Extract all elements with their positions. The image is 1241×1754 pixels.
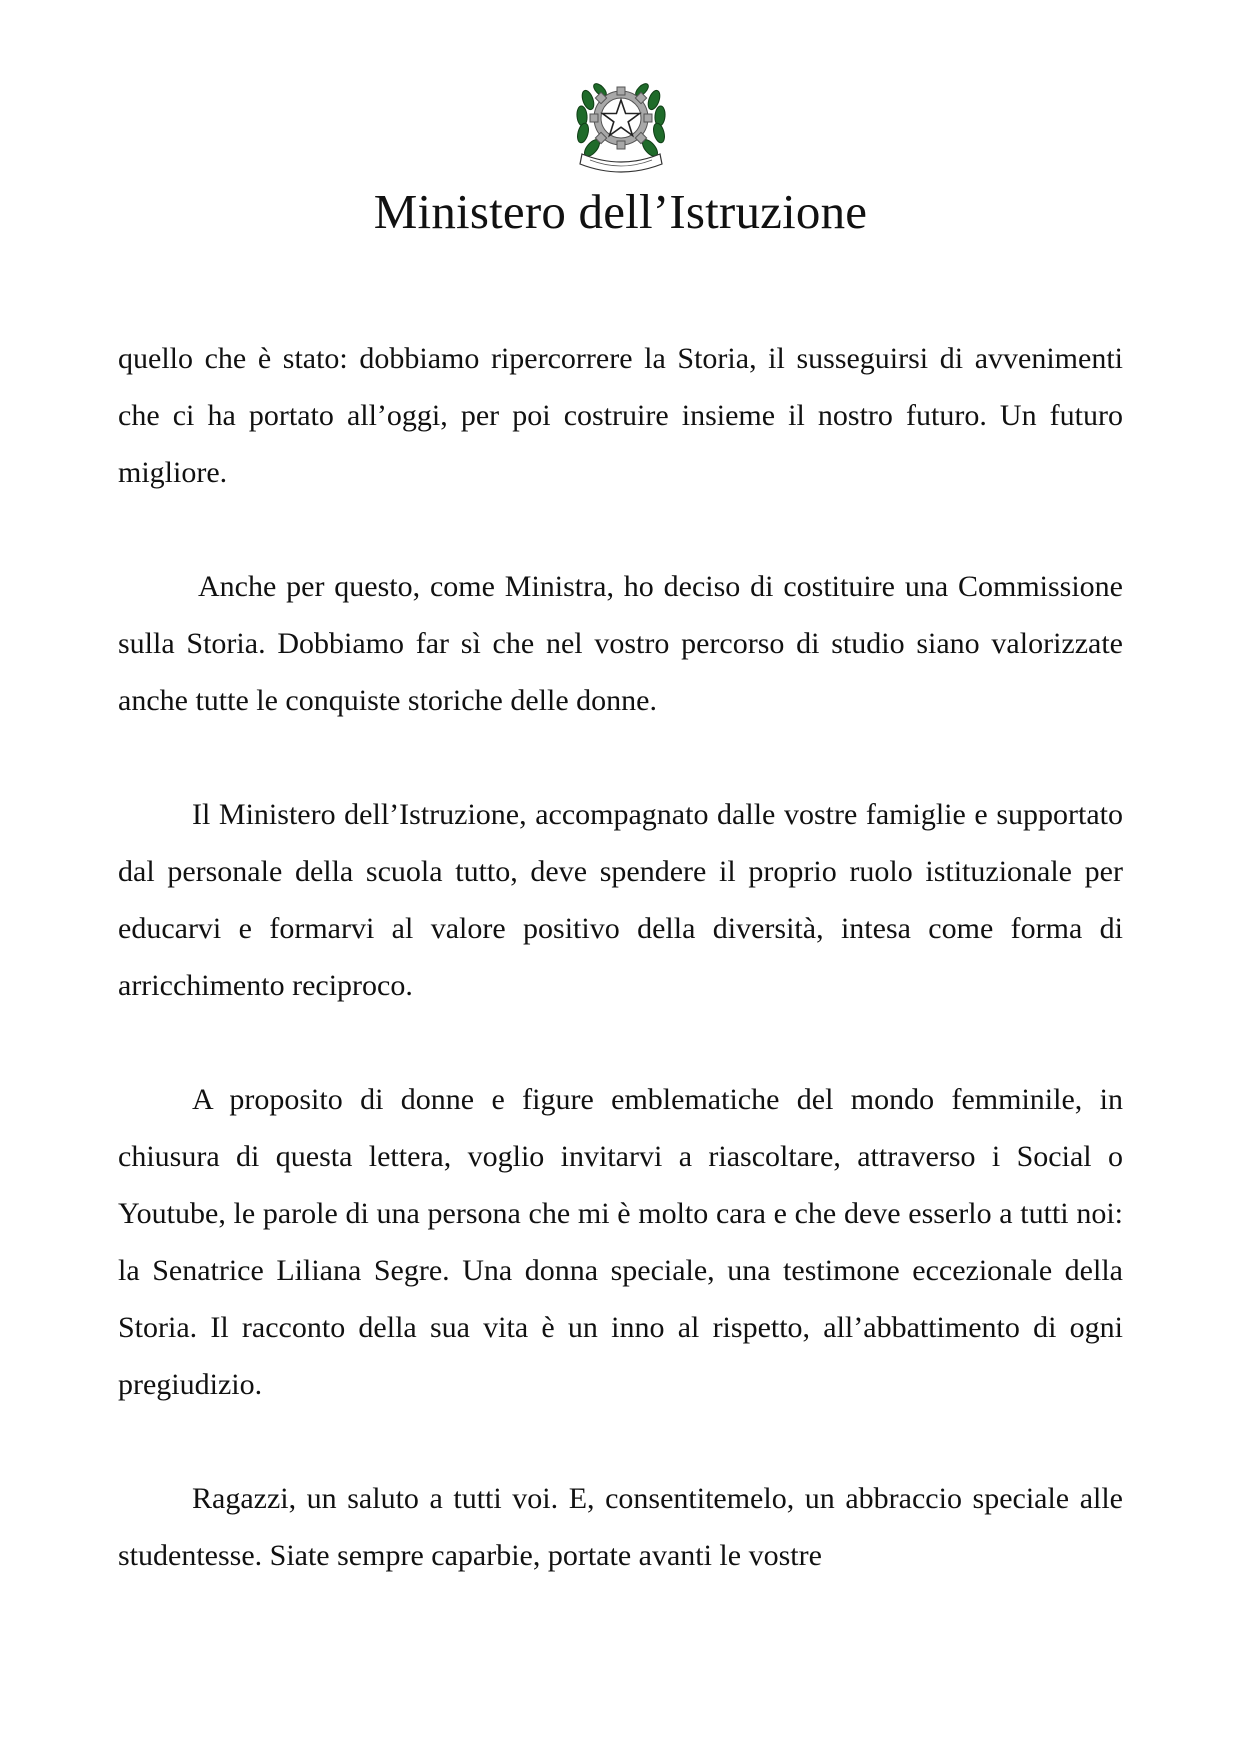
letterhead [0, 70, 1241, 242]
paragraph: A proposito di donne e figure emblematiche del mondo femminile, in chiusura di questa lettera, voglio invitarvi a riascoltare, attraverso i Social o Youtube, le parole di una persona che mi è molto cara e che deve esserlo a tutti noi: la Senatrice Liliana Segre. Una donna speciale, una testimone eccezionale della Storia. Il racconto della sua vita è un inno al rispetto, all’abbattimento di ogni pregiudizio. [118, 1083, 1123, 1401]
italian-republic-emblem-icon [568, 70, 674, 176]
ribbon [580, 154, 662, 172]
paragraph: quello che è stato: dobbiamo ripercorrere la Storia, il susseguirsi di avvenimenti che ci ha portato all’oggi, per poi costruire insieme il nostro futuro. Un futuro migliore. [118, 342, 1123, 489]
paragraph: Ragazzi, un saluto a tutti voi. E, consentitemelo, un abbraccio speciale alle studentesse. Siate sempre caparbie, portate avanti le vostre [118, 1482, 1123, 1572]
ministry-title: Ministero dell’Istruzione [373, 184, 868, 239]
paragraph: Il Ministero dell’Istruzione, accompagnato dalle vostre famiglie e supportato dal personale della scuola tutto, deve spendere il proprio ruolo istituzionale per educarvi e formarvi al valore positivo della diversità, intesa come forma di arricchimento reciproco. [118, 798, 1123, 1002]
letter-body [118, 330, 1123, 1584]
paragraph: Anche per questo, come Ministra, ho deciso di costituire una Commissione sulla Storia. Dobbiamo far sì che nel vostro percorso di studio siano valorizzate anche tutte le conquiste storiche delle donne. [118, 570, 1123, 717]
